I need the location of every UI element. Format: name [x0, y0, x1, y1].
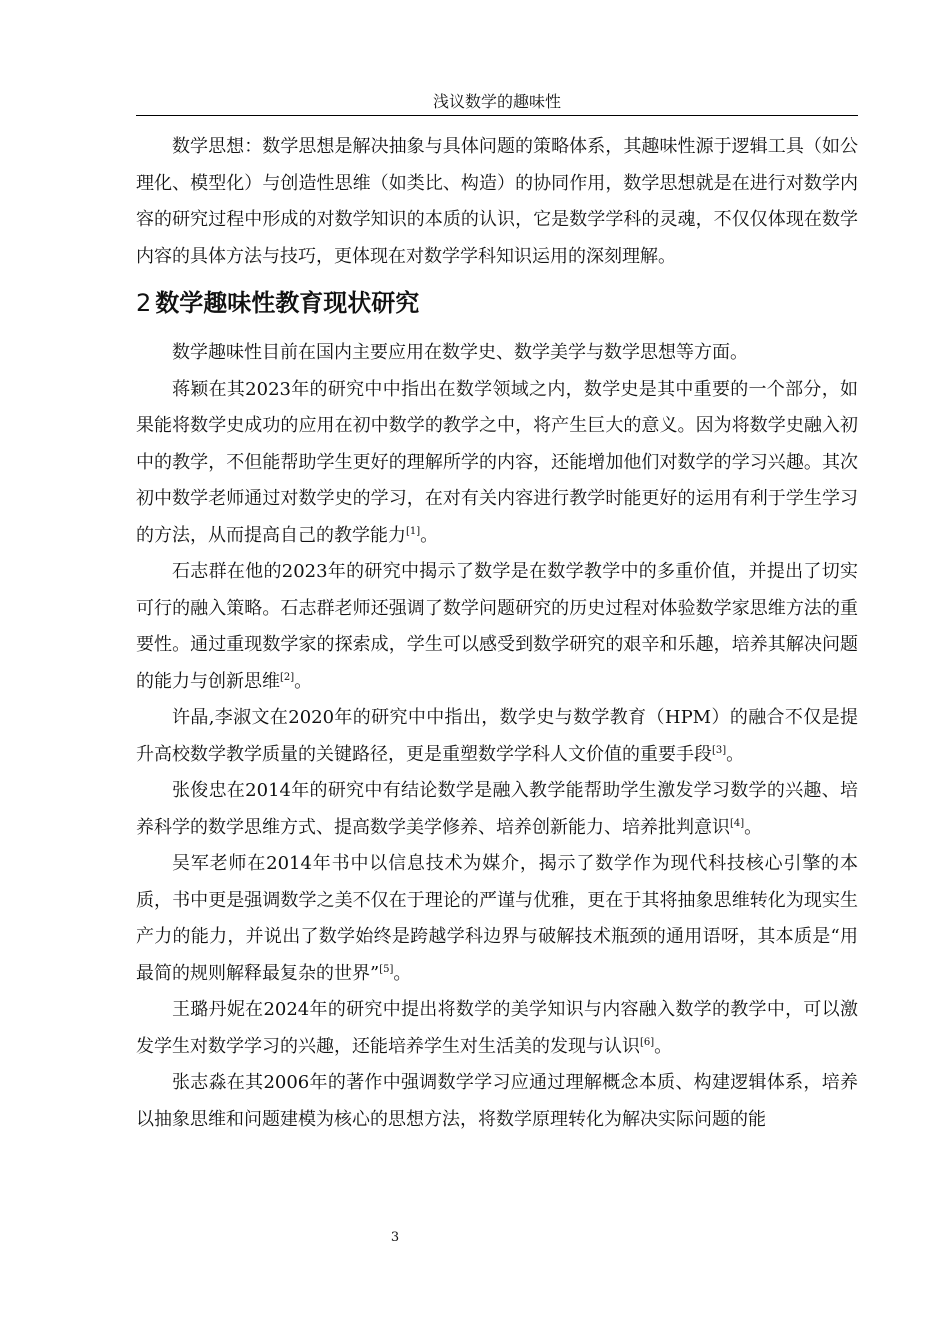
paragraph-shi-zhiqun	[136, 554, 858, 700]
citation-ref[interactable]: [1]	[406, 525, 421, 537]
paragraph-wang-ludanni	[136, 992, 858, 1065]
paragraph-text: 吴军老师在2014年书中以信息技术为媒介，揭示了数学作为现代科技核心引擎的本质，书中更是强调数学之美不仅在于理论的严谨与优雅，更在于其将抽象思维转化为现实生产力的能力，并说出了数学始终是跨越学科边界与破解技术瓶颈的通用语呀，其本质是“用最简的规则解释最复杂的世界”	[136, 853, 858, 984]
paragraph-zhang-junzhong	[136, 773, 858, 846]
paragraph-text: 许晶,李淑文在2020年的研究中中指出，数学史与数学教育（HPM）的融合不仅是提升高校数学教学质量的关键路径，更是重塑数学学科人文价值的重要手段	[136, 707, 858, 765]
punctuation: 。	[393, 962, 412, 984]
section-number: 2	[136, 289, 152, 317]
citation-ref[interactable]: [3]	[712, 744, 727, 756]
paragraph-jiang-ying	[136, 372, 858, 555]
paragraph-text: 张志淼在其2006年的著作中强调数学学习应通过理解概念本质、构建逻辑体系，培养以抽象思维和问题建模为核心的思想方法，将数学原理转化为解决实际问题的能	[136, 1072, 858, 1130]
punctuation: 。	[294, 670, 313, 692]
section-heading	[136, 283, 858, 323]
citation-ref[interactable]: [4]	[730, 817, 745, 829]
paragraph-text: 张俊忠在2014年的研究中有结论数学是融入教学能帮助学生激发学习数学的兴趣、培养科学的数学思维方式、提高数学美学修养、培养创新能力、培养批判意识	[136, 780, 858, 838]
paragraph-text: 蒋颖在其2023年的研究中中指出在数学领域之内，数学史是其中重要的一个部分，如果能将数学史成功的应用在初中数学的教学之中，将产生巨大的意义。因为将数学史融入初中的教学，不但能帮助学生更好的理解所学的内容，还能增加他们对数学的学习兴趣。其次初中数学老师通过对数学史的学习，在对有关内容进行教学时能更好的运用有利于学生学习的方法，从而提高自己的教学能力	[136, 378, 858, 546]
running-header: 浅议数学的趣味性	[432, 92, 561, 111]
punctuation: 。	[744, 816, 763, 838]
body-text	[136, 129, 858, 1138]
page-number: 3	[390, 1230, 400, 1245]
paragraph-text: 数学思想：数学思想是解决抽象与具体问题的策略体系，其趣味性源于逻辑工具（如公理化、模型化）与创造性思维（如类比、构造）的协同作用，数学思想就是在进行对数学内容的研究过程中形成的对数学知识的本质的认识，它是数学学科的灵魂，不仅仅体现在数学内容的具体方法与技巧，更体现在对数学学科知识运用的深刻理解。	[136, 136, 858, 267]
punctuation: 。	[726, 743, 745, 765]
punctuation: 。	[420, 524, 439, 546]
paragraph-text: 石志群在他的2023年的研究中揭示了数学是在数学教学中的多重价值，并提出了切实可行的融入策略。石志群老师还强调了数学问题研究的历史过程对体验数学家思维方法的重要性。通过重现数学家的探索成，学生可以感受到数学研究的艰辛和乐趣，培养其解决问题的能力与创新思维	[136, 561, 858, 692]
header-rule	[136, 115, 858, 116]
paragraph-text: 数学趣味性目前在国内主要应用在数学史、数学美学与数学思想等方面。	[172, 342, 748, 363]
paragraph-text: 王璐丹妮在2024年的研究中提出将数学的美学知识与内容融入数学的教学中，可以激发学生对数学学习的兴趣，还能培养学生对生活美的发现与认识	[136, 999, 858, 1057]
paragraph-intro	[136, 335, 858, 372]
citation-ref[interactable]: [5]	[379, 963, 394, 975]
citation-ref[interactable]: [2]	[280, 671, 295, 683]
paragraph-zhang-zhimiao	[136, 1065, 858, 1138]
paragraph-wu-jun	[136, 846, 858, 992]
section-title: 数学趣味性教育现状研究	[155, 289, 420, 317]
citation-ref[interactable]: [6]	[640, 1036, 655, 1048]
punctuation: 。	[654, 1035, 673, 1057]
paragraph-xu-jing	[136, 700, 858, 773]
paragraph-math-thought	[136, 129, 858, 275]
